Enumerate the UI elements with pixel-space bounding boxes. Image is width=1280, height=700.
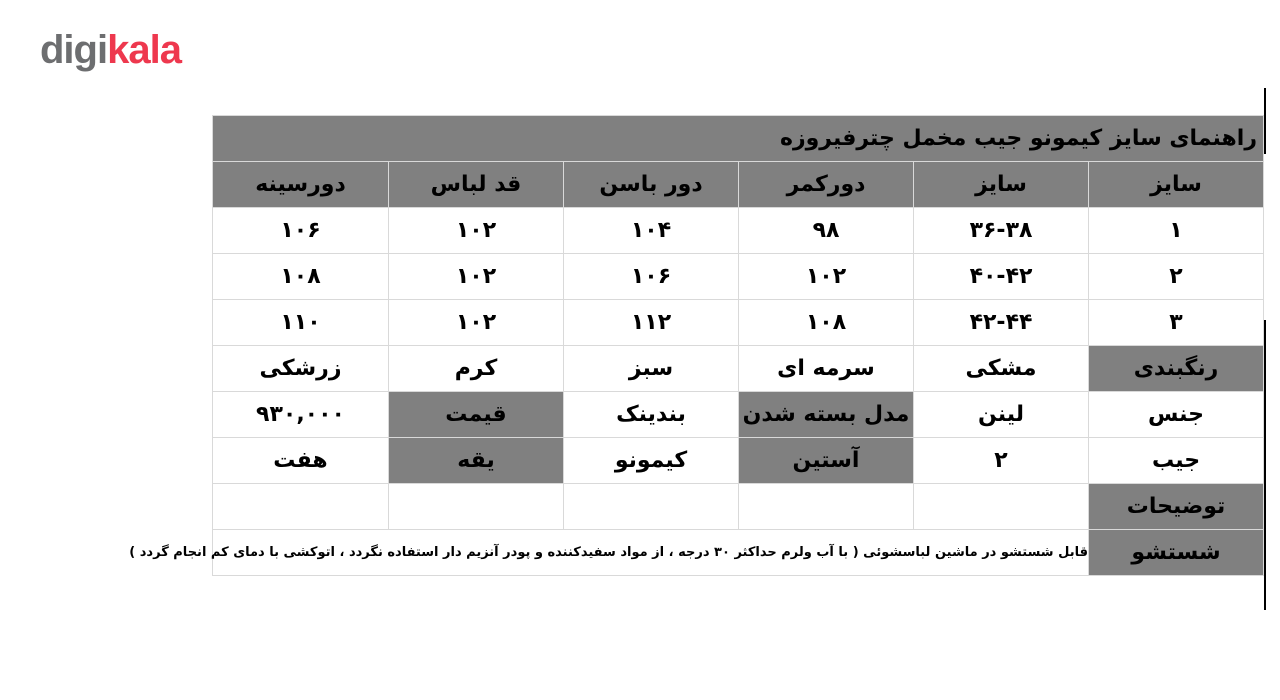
- pocket-label: جیب: [1089, 438, 1264, 484]
- table-cell: ۳۶-۳۸: [914, 208, 1089, 254]
- colors-row: [213, 346, 1264, 392]
- table-cell: ۱۰۴: [564, 208, 739, 254]
- color-value: زرشکی: [213, 346, 389, 392]
- header-cell: دورسینه: [213, 162, 389, 208]
- table-title: راهنمای سایز کیمونو جیب مخمل چترفیروزه: [213, 116, 1264, 162]
- table-row: [213, 254, 1264, 300]
- header-cell: سایز: [1089, 162, 1264, 208]
- closure-label: مدل بسته شدن: [739, 392, 914, 438]
- digikala-logo: [40, 26, 181, 74]
- fabric-value: لینن: [914, 392, 1089, 438]
- table-row: [213, 300, 1264, 346]
- colors-label: رنگبندی: [1089, 346, 1264, 392]
- notes-empty-cell: [389, 484, 564, 530]
- logo-digi: digi: [40, 28, 108, 72]
- color-value: سرمه ای: [739, 346, 914, 392]
- table-cell: ۱۱۲: [564, 300, 739, 346]
- right-edge-line-top: [1264, 88, 1266, 154]
- fabric-label: جنس: [1089, 392, 1264, 438]
- notes-empty-cell: [739, 484, 914, 530]
- table-cell: ۱۱۰: [213, 300, 389, 346]
- closure-value: بندینک: [564, 392, 739, 438]
- table-cell: ۱۰۲: [389, 254, 564, 300]
- logo-kala: kala: [107, 28, 181, 72]
- fabric-row: [213, 392, 1264, 438]
- washing-text: قابل شستشو در ماشین لباسشوئی ( با آب ولرم حداکثر ۳۰ درجه ، از مواد سفیدکننده و پودر آنزیم دار استفاده نگردد ، اتوکشی با دمای کم انجام گردد ): [213, 530, 1089, 576]
- header-cell: قد لباس: [389, 162, 564, 208]
- collar-value: هفت: [213, 438, 389, 484]
- table-row: [213, 208, 1264, 254]
- notes-row: [213, 484, 1264, 530]
- notes-empty-cell: [213, 484, 389, 530]
- washing-label: شستشو: [1089, 530, 1264, 576]
- table-cell: ۱۰۸: [739, 300, 914, 346]
- right-edge-line-bottom: [1264, 320, 1266, 610]
- table-cell: ۴۰-۴۲: [914, 254, 1089, 300]
- notes-empty-cell: [914, 484, 1089, 530]
- washing-row: [213, 530, 1264, 576]
- pocket-value: ۲: [914, 438, 1089, 484]
- header-cell: سایز: [914, 162, 1089, 208]
- header-cell: دورکمر: [739, 162, 914, 208]
- sleeve-value: کیمونو: [564, 438, 739, 484]
- color-value: سبز: [564, 346, 739, 392]
- pocket-row: [213, 438, 1264, 484]
- notes-empty-cell: [564, 484, 739, 530]
- header-row: [213, 162, 1264, 208]
- size-guide-table: [129, 115, 1264, 576]
- table-cell: ۱۰۶: [564, 254, 739, 300]
- table-cell: ۱۰۲: [739, 254, 914, 300]
- sleeve-label: آستین: [739, 438, 914, 484]
- title-row: [213, 116, 1264, 162]
- table-cell: ۳: [1089, 300, 1264, 346]
- color-value: مشکی: [914, 346, 1089, 392]
- header-cell: دور باسن: [564, 162, 739, 208]
- table-cell: ۱۰۲: [389, 208, 564, 254]
- table-cell: ۲: [1089, 254, 1264, 300]
- notes-label: توضیحات: [1089, 484, 1264, 530]
- price-label: قیمت: [389, 392, 564, 438]
- table-cell: ۱: [1089, 208, 1264, 254]
- table-cell: ۹۸: [739, 208, 914, 254]
- table-cell: ۴۲-۴۴: [914, 300, 1089, 346]
- table-cell: ۱۰۸: [213, 254, 389, 300]
- table-cell: ۱۰۶: [213, 208, 389, 254]
- color-value: کرم: [389, 346, 564, 392]
- collar-label: یقه: [389, 438, 564, 484]
- price-value: ۹۳۰,۰۰۰: [213, 392, 389, 438]
- table-cell: ۱۰۲: [389, 300, 564, 346]
